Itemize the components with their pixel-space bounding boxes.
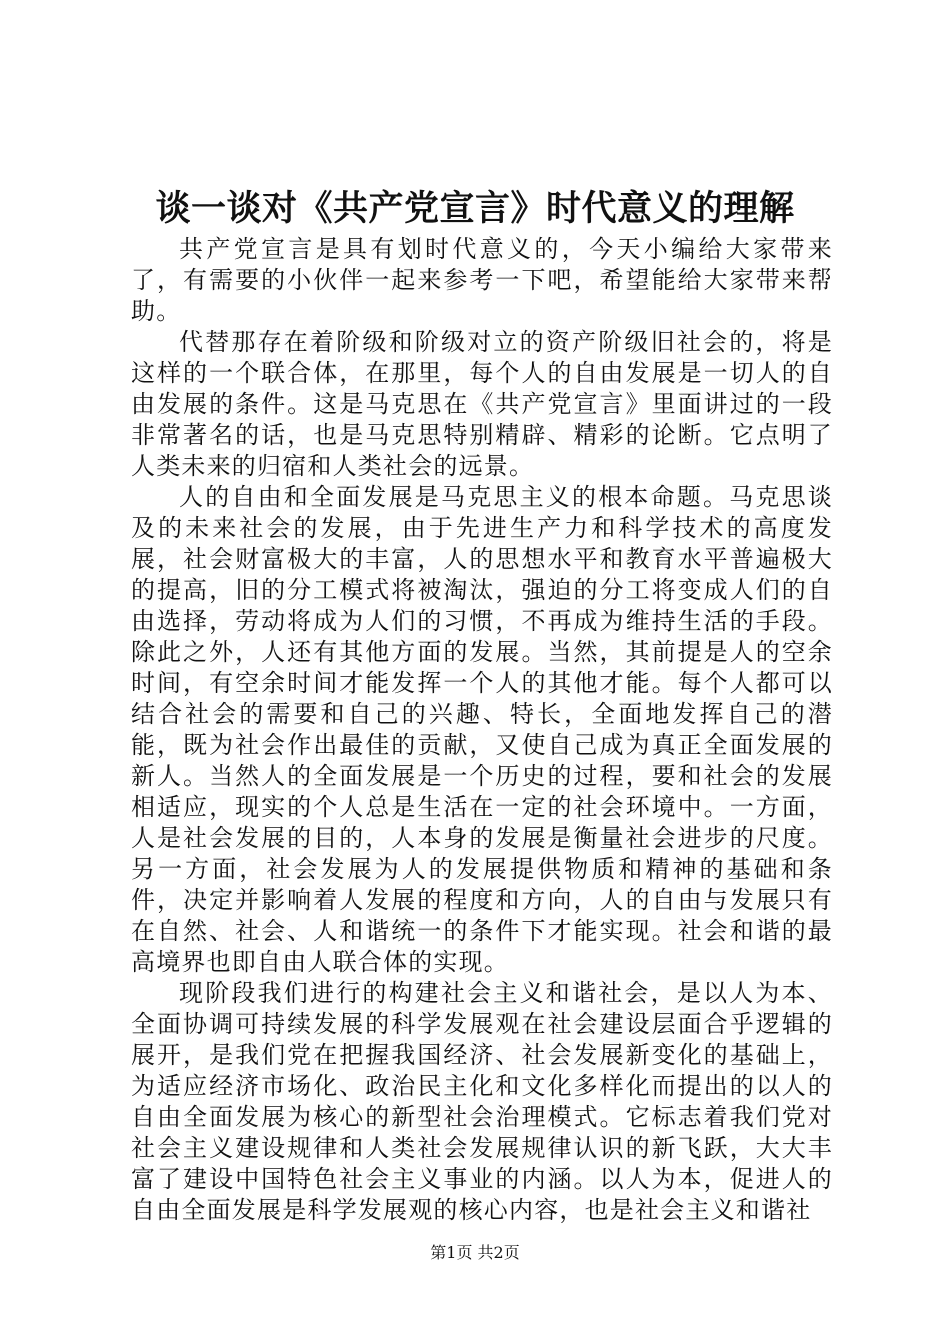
paragraph-intro: 共产党宣言是具有划时代意义的，今天小编给大家带来了，有需要的小伙伴一起来参考一下吧，希望能给大家带来帮助。 <box>131 235 833 325</box>
document-title: 谈一谈对《共产党宣言》时代意义的理解 <box>155 189 795 229</box>
page-number-footer: 第1页 共2页 <box>430 1243 520 1262</box>
paragraph-harmonious-society: 现阶段我们进行的构建社会主义和谐社会，是以人为本、全面协调可持续发展的科学发展观在社会建设层面合乎逻辑的展开，是我们党在把握我国经济、社会发展新变化的基础上，为适应经济市场化、政治民主化和文化多样化而提出的以人的自由全面发展为核心的新型社会治理模式。它标志着我们党对社会主义建设规律和人类社会发展规律认识的新飞跃，大大丰富了建设中国特色社会主义事业的内涵。以人为本，促进人的自由全面发展是科学发展观的核心内容，也是社会主义和谐社 <box>131 979 833 1224</box>
document-body <box>131 234 833 1226</box>
paragraph-quote: 代替那存在着阶级和阶级对立的资产阶级旧社会的，将是这样的一个联合体，在那里，每个人的自由发展是一切人的自由发展的条件。这是马克思在《共产党宣言》里面讲过的一段非常著名的话，也是马克思特别精辟、精彩的论断。它点明了人类未来的归宿和人类社会的远景。 <box>131 328 833 480</box>
paragraph-free-development: 人的自由和全面发展是马克思主义的根本命题。马克思谈及的未来社会的发展，由于先进生产力和科学技术的高度发展，社会财富极大的丰富，人的思想水平和教育水平普遍极大的提高，旧的分工模式将被淘汰，强迫的分工将变成人们的自由选择，劳动将成为人们的习惯，不再成为维持生活的手段。除此之外，人还有其他方面的发展。当然，其前提是人的空余时间，有空余时间才能发挥一个人的其他才能。每个人都可以结合社会的需要和自己的兴趣、特长，全面地发挥自己的潜能，既为社会作出最佳的贡献，又使自己成为真正全面发展的新人。当然人的全面发展是一个历史的过程，要和社会的发展相适应，现实的个人总是生活在一定的社会环境中。一方面，人是社会发展的目的，人本身的发展是衡量社会进步的尺度。另一方面，社会发展为人的发展提供物质和精神的基础和条件，决定并影响着人发展的程度和方向，人的自由与发展只有在自然、社会、人和谐统一的条件下才能实现。社会和谐的最高境界也即自由人联合体的实现。 <box>131 483 833 976</box>
